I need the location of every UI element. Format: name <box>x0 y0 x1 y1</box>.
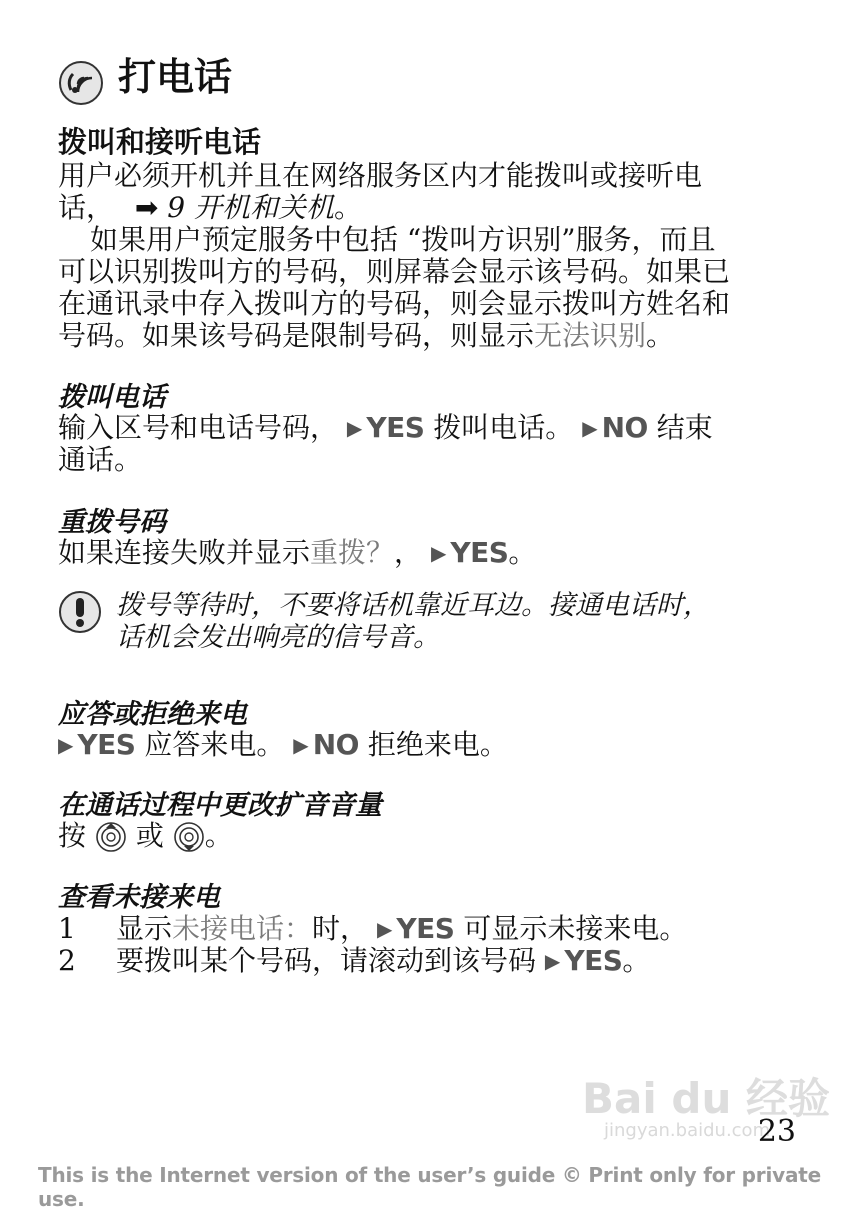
volume-down-key-icon[interactable] <box>173 821 205 860</box>
watermark-logo: Bai du 经验 <box>582 1074 830 1123</box>
step2-text: 要拨叫某个号码，请滚动到该号码 <box>116 944 537 977</box>
para2-end: 。 <box>646 319 675 352</box>
list-number: 2 <box>58 944 76 977</box>
page-number: 23 <box>757 1114 796 1149</box>
redial-end: 。 <box>508 536 537 569</box>
footer-notice: This is the Internet version of the user’s guide © Print only for private use. <box>38 1163 821 1211</box>
missed-step-2 <box>116 945 650 977</box>
para2-line-3: 在通讯录中存入拨叫方的号码，则会显示拨叫方姓名和 <box>58 287 731 320</box>
para2-line-2: 可以识别拨叫方的号码，则屏幕会显示该号码。如果已 <box>58 255 731 288</box>
heading-redial: 重拨号码 <box>58 507 166 538</box>
warning-line-1: 拨号等待时，不要将话机靠近耳边。接通电话时， <box>116 590 710 621</box>
call-text-1: 输入区号和电话号码， <box>58 411 339 444</box>
step1-text: 显示 <box>116 912 173 945</box>
exclamation-icon <box>58 590 102 634</box>
answer-text: 应答来电。 <box>144 728 285 761</box>
call-text-3: 结束 <box>656 411 713 444</box>
heading-dial-receive: 拨叫和接听电话 <box>58 125 262 159</box>
intro-end: 。 <box>334 191 363 224</box>
yes-softkey[interactable]: YES <box>450 536 509 569</box>
step2-end: 。 <box>622 944 651 977</box>
yes-softkey[interactable]: YES <box>396 912 455 945</box>
redial-prompt: 重拨？ <box>310 536 395 569</box>
yes-softkey[interactable]: YES <box>77 728 136 761</box>
para2-line-1: 如果用户预定服务中包括 “拨叫方识别”服务，而且 <box>90 223 716 256</box>
reject-text: 拒绝来电。 <box>367 728 508 761</box>
intro-text: 话， <box>58 191 115 224</box>
no-softkey[interactable]: NO <box>312 728 359 761</box>
volume-line <box>58 820 233 860</box>
no-softkey[interactable]: NO <box>601 411 648 444</box>
phone-call-icon <box>58 60 104 106</box>
heading-volume: 在通话过程中更改扩音音量 <box>58 790 382 821</box>
select-triangle-icon: ▶ <box>544 949 561 973</box>
redial-line <box>58 537 536 569</box>
heading-answer-reject: 应答或拒绝来电 <box>58 699 247 730</box>
call-text-2: 拨叫电话。 <box>433 411 574 444</box>
volume-end: 。 <box>204 819 233 852</box>
select-triangle-icon: ▶ <box>346 416 363 440</box>
heading-make-call: 拨叫电话 <box>58 382 166 413</box>
or-text: 或 <box>135 819 164 852</box>
select-triangle-icon: ▶ <box>582 416 598 440</box>
intro-line-1: 用户必须开机并且在网络服务区内才能拨叫或接听电 <box>58 159 703 192</box>
heading-missed-calls: 查看未接来电 <box>58 882 220 913</box>
list-number: 1 <box>58 912 76 945</box>
volume-up-key-icon[interactable] <box>95 821 127 860</box>
press-text: 按 <box>58 819 87 852</box>
warning-line-2: 话机会发出响亮的信号音。 <box>116 622 440 653</box>
unknown-label: 无法识别 <box>534 319 647 352</box>
select-triangle-icon: ▶ <box>376 917 393 941</box>
para2-line-4 <box>58 320 674 352</box>
step1-when: 时， <box>312 912 369 945</box>
yes-softkey[interactable]: YES <box>564 944 623 977</box>
watermark-url: jingyan.baidu.com <box>604 1120 771 1141</box>
reference-link[interactable]: 9 开机和关机 <box>167 191 335 224</box>
call-line-1 <box>58 412 713 444</box>
section-title: 打电话 <box>118 55 233 99</box>
para2-text: 号码。如果该号码是限制号码，则显示 <box>58 319 535 352</box>
missed-step-1 <box>116 913 687 945</box>
redial-comma: ， <box>394 536 423 569</box>
arrow-icon: ➡ <box>134 191 159 224</box>
redial-text: 如果连接失败并显示 <box>58 536 311 569</box>
select-triangle-icon: ▶ <box>430 541 447 565</box>
answer-line <box>58 729 508 761</box>
missed-calls-label: 未接电话： <box>172 912 313 945</box>
yes-softkey[interactable]: YES <box>366 411 425 444</box>
select-triangle-icon: ▶ <box>58 733 74 757</box>
step1-end: 可显示未接来电。 <box>463 912 688 945</box>
select-triangle-icon: ▶ <box>293 733 309 757</box>
call-line-2: 通话。 <box>58 443 143 476</box>
intro-line-2 <box>58 192 362 224</box>
